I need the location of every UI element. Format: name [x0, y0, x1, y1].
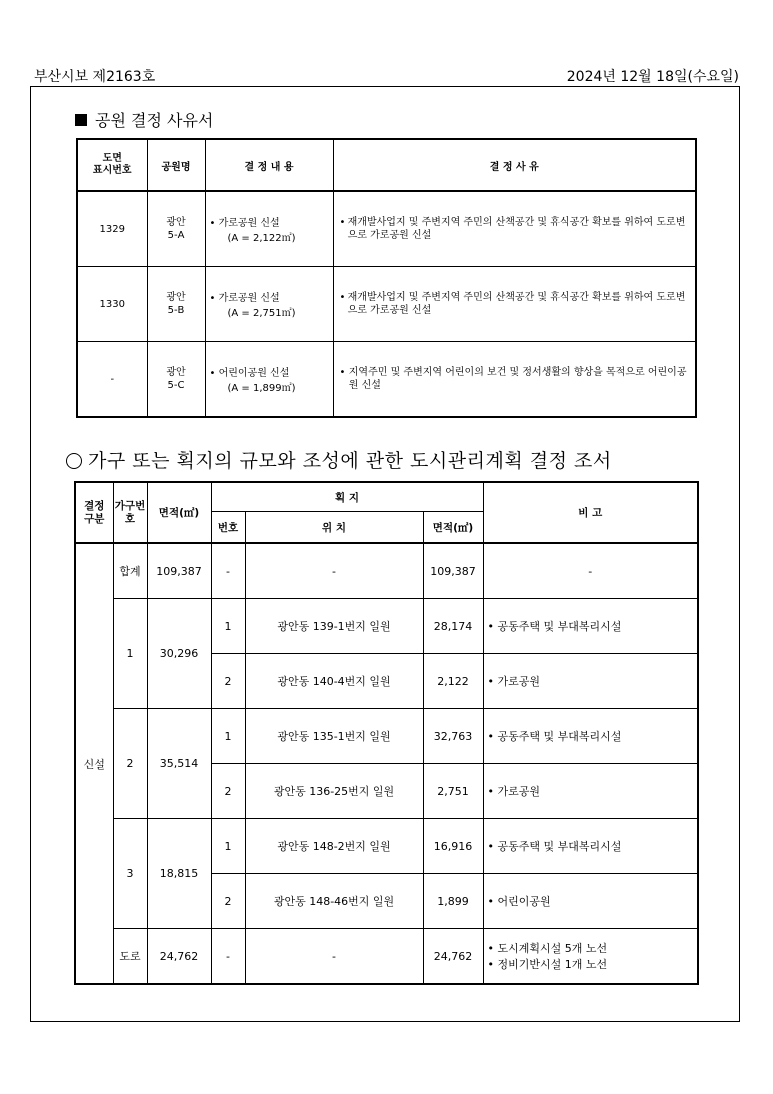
table-row — [75, 819, 698, 874]
table-row — [75, 543, 698, 599]
note-text: 공동주택 및 부대복리시설 — [497, 730, 622, 743]
content-cell — [205, 342, 333, 418]
map-no-cell: 1329 — [77, 191, 147, 267]
table-row — [77, 267, 696, 342]
col-block-no: 가구번 호 — [113, 482, 147, 543]
table-row — [75, 929, 698, 985]
content-line: • 가로공원 신설 — [209, 293, 280, 304]
block-cell: 합계 — [113, 543, 147, 599]
lot-location-cell: 광안동 148-2번지 일원 — [245, 819, 423, 874]
note-text: 공동주택 및 부대복리시설 — [497, 620, 622, 633]
note-cell: • 가로공원 — [483, 764, 698, 819]
area-line: (A = 2,751㎡) — [227, 308, 296, 319]
note-line: • 도시계획시설 5개 노선 — [487, 942, 608, 955]
section2-title — [66, 446, 612, 473]
content-line: • 가로공원 신설 — [209, 218, 280, 229]
reason-text: 재개발사업지 및 주변지역 주민의 산책공간 및 휴식공간 확보를 위하여 도로변으로 가로공원 신설 — [347, 292, 686, 316]
decision-cell: 신설 — [75, 543, 113, 984]
park-name-cell: 광안 5-B — [147, 267, 205, 342]
content-cell — [205, 191, 333, 267]
lot-area-cell: 2,751 — [423, 764, 483, 819]
block-cell: 3 — [113, 819, 147, 929]
lot-no-cell: 2 — [211, 764, 245, 819]
publication-title: 부산시보 제2163호 — [34, 69, 156, 85]
col-area: 면적(㎡) — [147, 482, 211, 543]
col-lot-area: 면적(㎡) — [423, 512, 483, 544]
table-row — [77, 342, 696, 418]
col-reason: 결 정 사 유 — [333, 139, 696, 191]
area-cell: 35,514 — [147, 709, 211, 819]
note-cell: - — [483, 543, 698, 599]
reason-text: 재개발사업지 및 주변지역 주민의 산책공간 및 휴식공간 확보를 위하여 도로변으로 가로공원 신설 — [347, 217, 686, 241]
lot-area-cell: 1,899 — [423, 874, 483, 929]
reason-text: 지역주민 및 주변지역 어린이의 보건 및 정서생활의 향상을 목적으로 어린이공원 신설 — [348, 367, 687, 391]
note-cell — [483, 929, 698, 985]
map-no-cell: 1330 — [77, 267, 147, 342]
col-note: 비 고 — [483, 482, 698, 543]
lot-no-cell: 2 — [211, 874, 245, 929]
lot-no-cell: 1 — [211, 819, 245, 874]
lot-area-cell: 16,916 — [423, 819, 483, 874]
note-text: 도시계획시설 5개 노선 — [497, 942, 608, 955]
section2-title-text: 가구 또는 획지의 규모와 조성에 관한 도시관리계획 결정 조서 — [88, 450, 612, 472]
lot-location-cell: 광안동 136-25번지 일원 — [245, 764, 423, 819]
note-cell: • 공동주택 및 부대복리시설 — [483, 599, 698, 654]
col-park-name: 공원명 — [147, 139, 205, 191]
area-cell: 24,762 — [147, 929, 211, 985]
bullet: • — [339, 217, 346, 228]
col-content: 결 정 내 용 — [205, 139, 333, 191]
black-square-icon — [75, 114, 87, 126]
lot-no-cell: 2 — [211, 654, 245, 709]
lot-no-cell: - — [211, 543, 245, 599]
lot-location-cell: 광안동 135-1번지 일원 — [245, 709, 423, 764]
note-cell: • 어린이공원 — [483, 874, 698, 929]
publication-date: 2024년 12월 18일(수요일) — [566, 69, 739, 85]
lot-location-cell: 광안동 148-46번지 일원 — [245, 874, 423, 929]
block-cell: 1 — [113, 599, 147, 709]
park-name-cell: 광안 5-C — [147, 342, 205, 418]
lot-location-cell: 광안동 140-4번지 일원 — [245, 654, 423, 709]
area-line: (A = 1,899㎡) — [227, 383, 296, 394]
content-text: 어린이공원 신설 — [218, 368, 290, 379]
note-text: 어린이공원 — [497, 895, 551, 908]
area-cell: 30,296 — [147, 599, 211, 709]
note-line: • 정비기반시설 1개 노선 — [487, 958, 608, 971]
col-lot: 획 지 — [211, 482, 483, 512]
note-cell: • 공동주택 및 부대복리시설 — [483, 819, 698, 874]
park-name-cell: 광안 5-A — [147, 191, 205, 267]
block-lot-table — [74, 481, 699, 985]
col-decision: 결정 구분 — [75, 482, 113, 543]
area-cell: 18,815 — [147, 819, 211, 929]
content-text: 가로공원 신설 — [218, 293, 280, 304]
table-row — [77, 191, 696, 267]
block-cell: 2 — [113, 709, 147, 819]
reason-cell — [333, 267, 696, 342]
table-row — [75, 599, 698, 654]
lot-area-cell: 32,763 — [423, 709, 483, 764]
area-cell: 109,387 — [147, 543, 211, 599]
col-map-no: 도면 표시번호 — [77, 139, 147, 191]
table-row — [75, 709, 698, 764]
lot-no-cell: 1 — [211, 709, 245, 764]
section1-title-text: 공원 결정 사유서 — [95, 111, 214, 130]
lot-location-cell: - — [245, 543, 423, 599]
note-text: 공동주택 및 부대복리시설 — [497, 840, 622, 853]
content-text: 가로공원 신설 — [218, 218, 280, 229]
bullet: • — [339, 367, 346, 378]
col-lot-location: 위 치 — [245, 512, 423, 544]
note-cell: • 가로공원 — [483, 654, 698, 709]
lot-area-cell: 2,122 — [423, 654, 483, 709]
lot-location-cell: 광안동 139-1번지 일원 — [245, 599, 423, 654]
section1-title — [75, 108, 213, 131]
reason-cell — [333, 342, 696, 418]
area-line: (A = 2,122㎡) — [227, 233, 296, 244]
col-lot-no: 번호 — [211, 512, 245, 544]
content-cell — [205, 267, 333, 342]
circle-icon — [66, 453, 82, 469]
lot-area-cell: 24,762 — [423, 929, 483, 985]
lot-area-cell: 28,174 — [423, 599, 483, 654]
block-cell: 도로 — [113, 929, 147, 985]
lot-location-cell: - — [245, 929, 423, 985]
note-text: 가로공원 — [497, 785, 541, 798]
reason-cell — [333, 191, 696, 267]
map-no-cell: - — [77, 342, 147, 418]
note-text: 가로공원 — [497, 675, 541, 688]
bullet: • — [339, 292, 346, 303]
note-cell: • 공동주택 및 부대복리시설 — [483, 709, 698, 764]
note-text: 정비기반시설 1개 노선 — [497, 958, 608, 971]
content-line: • 어린이공원 신설 — [209, 368, 290, 379]
lot-no-cell: - — [211, 929, 245, 985]
lot-area-cell: 109,387 — [423, 543, 483, 599]
park-decision-table — [76, 138, 697, 418]
lot-no-cell: 1 — [211, 599, 245, 654]
